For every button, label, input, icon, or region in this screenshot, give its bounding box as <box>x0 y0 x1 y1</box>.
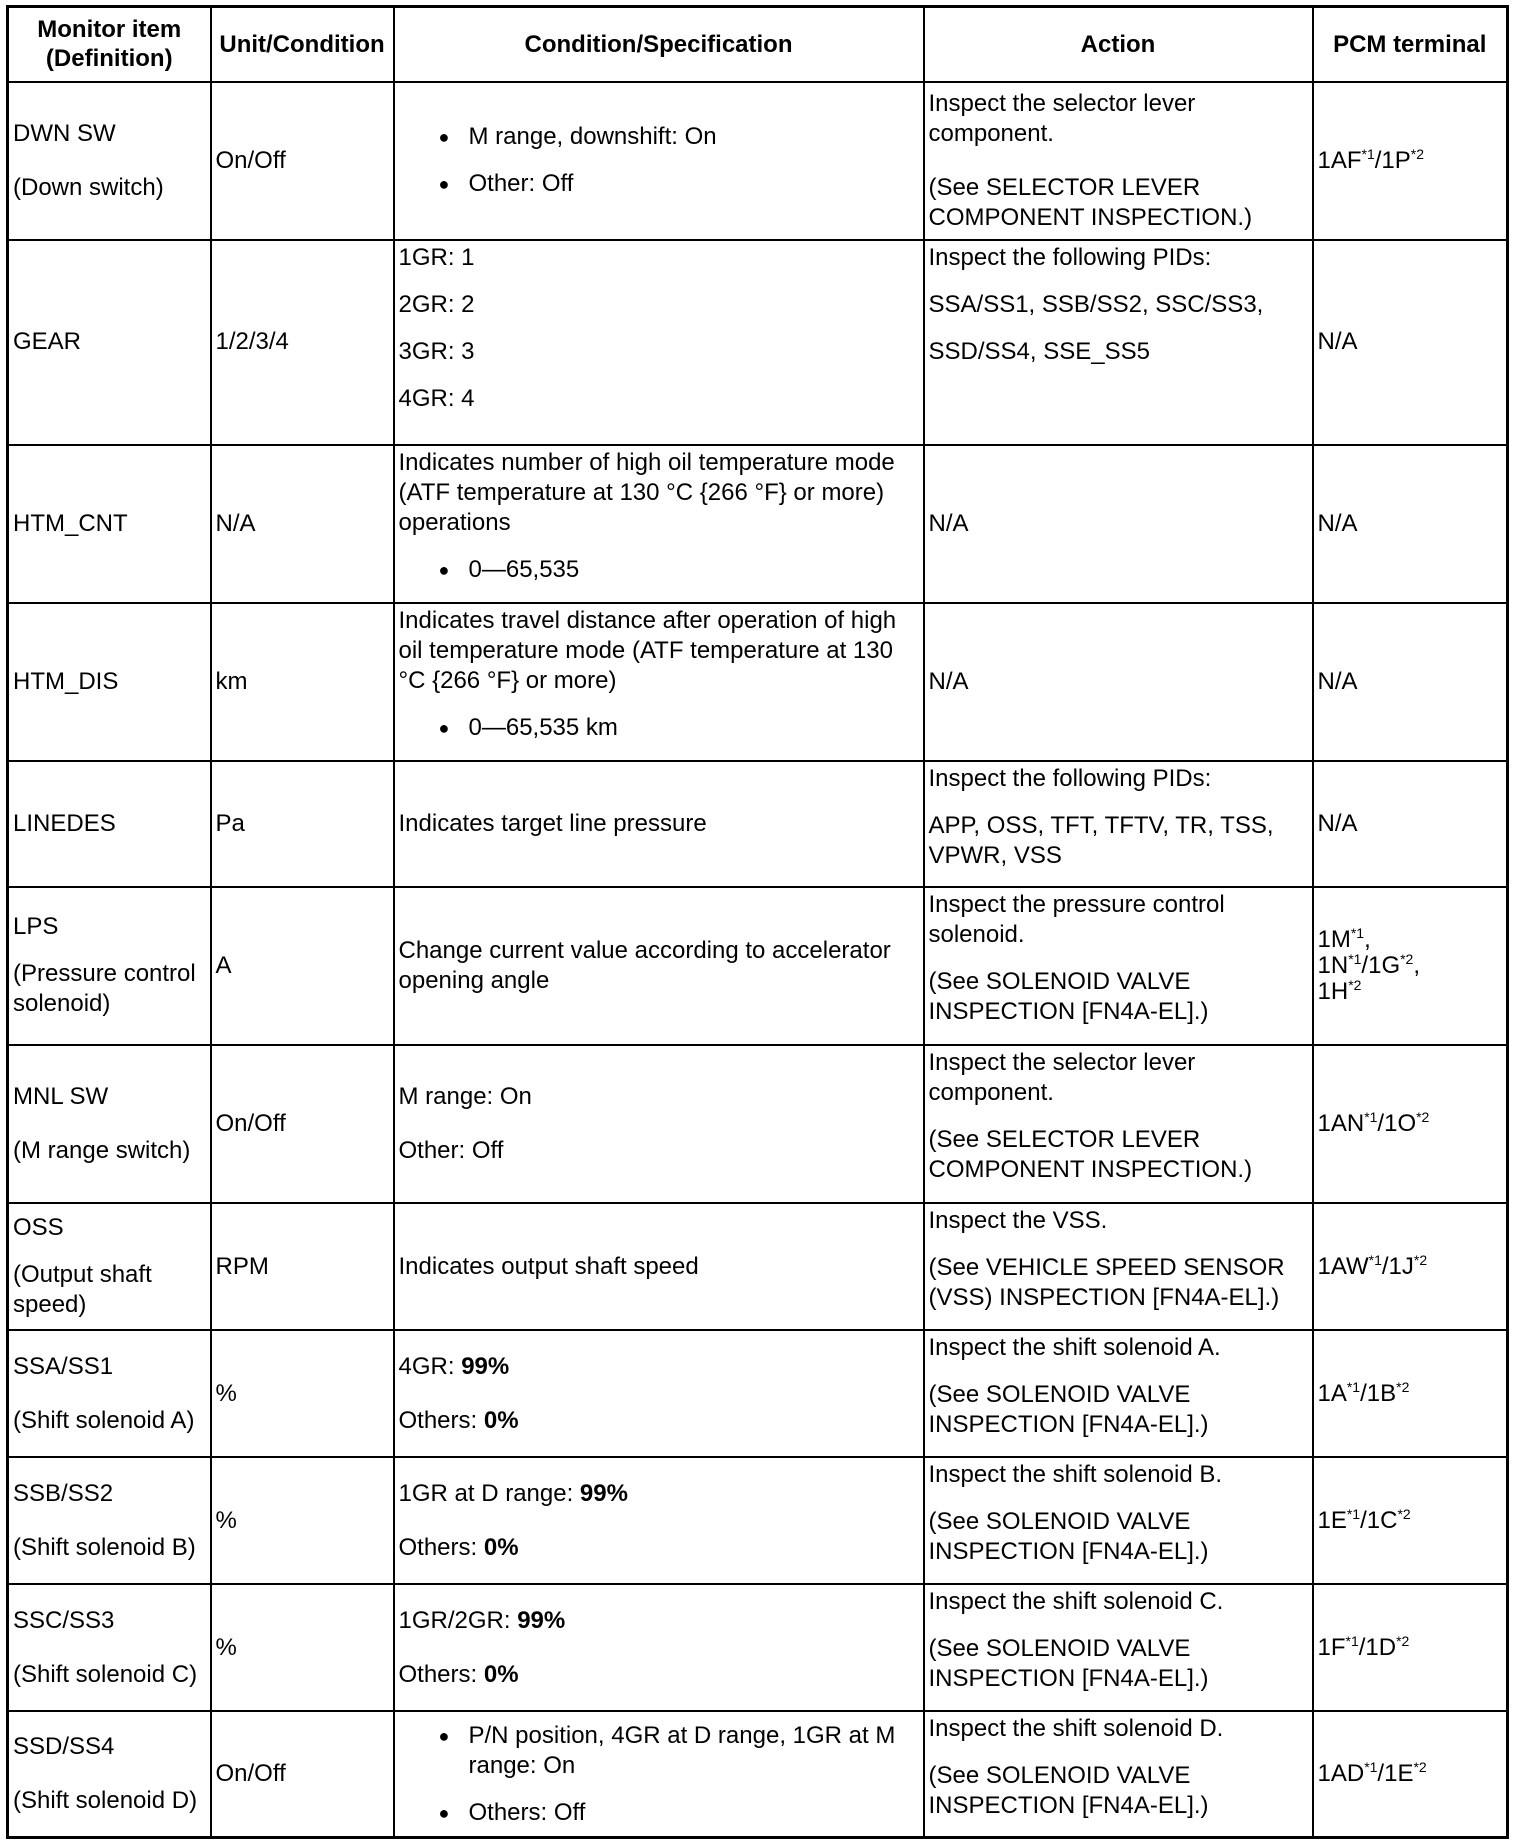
table-row <box>8 887 1508 1045</box>
monitor-item-definition: (Shift solenoid C) <box>13 1660 198 1688</box>
condition-value: 0% <box>483 1406 519 1434</box>
pcm-terminal-text: /1P <box>1374 146 1411 174</box>
unit-cell: 1/2/3/4 <box>211 240 394 445</box>
condition-text: 1GR: 1 <box>398 243 475 271</box>
table-row <box>8 240 1508 445</box>
action-cell: N/A <box>924 603 1313 761</box>
monitor-item-name: DWN SW <box>13 119 116 147</box>
header-action: Action <box>924 7 1313 82</box>
header-pcm-terminal: PCM terminal <box>1313 7 1508 82</box>
pcm-footnote-mark: *1 <box>1361 145 1375 162</box>
action-text: APP, OSS, TFT, TFTV, TR, TSS, VPWR, VSS <box>928 811 1274 869</box>
pcm-terminal-cell: N/A <box>1313 761 1508 887</box>
pcm-terminal-cell <box>1313 82 1508 240</box>
action-text: Inspect the selector lever component. <box>928 89 1196 147</box>
table-row <box>8 1457 1508 1584</box>
monitor-item-definition: (Shift solenoid B) <box>13 1533 196 1561</box>
pcm-footnote-mark: *2 <box>1396 1378 1410 1395</box>
unit-cell: On/Off <box>211 1045 394 1203</box>
pcm-terminal-cell: N/A <box>1313 603 1508 761</box>
pcm-terminal-text: 1F <box>1317 1633 1346 1661</box>
pcm-terminal-cell <box>1313 1045 1508 1203</box>
pcm-footnote-mark: *2 <box>1413 1759 1427 1776</box>
condition-cell: Indicates output shaft speed <box>394 1203 924 1330</box>
monitor-item-definition: (Shift solenoid D) <box>13 1787 198 1815</box>
action-text: Inspect the shift solenoid D. <box>928 1715 1224 1743</box>
monitor-item-table <box>6 5 1509 1839</box>
monitor-item-definition: (M range switch) <box>13 1137 191 1165</box>
condition-cell <box>394 82 924 240</box>
monitor-item-cell <box>8 1203 211 1330</box>
unit-cell: On/Off <box>211 1711 394 1837</box>
table-row <box>8 1045 1508 1203</box>
condition-cell <box>394 1330 924 1457</box>
condition-label: Others: <box>398 1406 484 1434</box>
pcm-footnote-mark: *2 <box>1348 976 1362 993</box>
monitor-item-name: SSA/SS1 <box>13 1352 114 1380</box>
action-cell: N/A <box>924 445 1313 603</box>
condition-label: Others: <box>398 1533 484 1561</box>
condition-label: 1GR at D range: <box>398 1479 580 1507</box>
unit-cell: % <box>211 1330 394 1457</box>
pcm-terminal-cell <box>1313 1711 1508 1837</box>
action-cell <box>924 82 1313 240</box>
condition-label: 4GR: <box>398 1352 462 1380</box>
condition-cell: Change current value according to accelerator opening angle <box>394 887 924 1045</box>
pcm-terminal-cell: N/A <box>1313 240 1508 445</box>
action-cell <box>924 1203 1313 1330</box>
unit-cell: A <box>211 887 394 1045</box>
monitor-item-definition: (Shift solenoid A) <box>13 1406 195 1434</box>
monitor-item-definition: (Pressure control solenoid) <box>13 960 196 1018</box>
pcm-footnote-mark: *1 <box>1368 1251 1382 1268</box>
condition-text: 4GR: 4 <box>398 384 475 412</box>
action-cell <box>924 1457 1313 1584</box>
action-reference: (See SOLENOID VALVE INSPECTION [FN4A-EL].) <box>928 967 1209 1025</box>
condition-cell <box>394 603 924 761</box>
action-cell <box>924 1584 1313 1711</box>
condition-cell <box>394 1457 924 1584</box>
condition-label: 1GR/2GR: <box>398 1606 518 1634</box>
unit-cell: km <box>211 603 394 761</box>
monitor-item-cell: LINEDES <box>8 761 211 887</box>
action-cell <box>924 1711 1313 1837</box>
action-text: SSA/SS1, SSB/SS2, SSC/SS3, <box>928 290 1264 318</box>
action-cell <box>924 887 1313 1045</box>
condition-bullet: ● Others: Off <box>439 1798 919 1828</box>
condition-text: Indicates travel distance after operation of high oil temperature mode (ATF temperature at 130 °C {266 °F} or more) <box>398 606 897 694</box>
unit-cell: % <box>211 1457 394 1584</box>
table-row <box>8 82 1508 240</box>
header-monitor-item <box>8 7 211 82</box>
pcm-footnote-mark: *1 <box>1346 1378 1361 1395</box>
condition-cell <box>394 1045 924 1203</box>
pcm-terminal-text: /1B <box>1360 1379 1397 1407</box>
pcm-footnote-mark: *2 <box>1400 950 1414 967</box>
monitor-item-cell <box>8 1711 211 1837</box>
monitor-item-name: MNL SW <box>13 1083 109 1111</box>
pcm-terminal-text: 1N <box>1317 951 1349 979</box>
pcm-terminal-text: 1AW <box>1317 1252 1369 1280</box>
pcm-footnote-mark: *2 <box>1396 1632 1410 1649</box>
monitor-item-definition: (Output shaft speed) <box>13 1261 152 1319</box>
action-text: Inspect the following PIDs: <box>928 243 1212 271</box>
condition-cell <box>394 1711 924 1837</box>
table-row <box>8 1330 1508 1457</box>
monitor-item-name: SSD/SS4 <box>13 1733 115 1761</box>
condition-text: M range: On <box>398 1083 532 1111</box>
pcm-terminal-text: , <box>1364 925 1371 953</box>
pcm-terminal-cell: N/A <box>1313 445 1508 603</box>
unit-cell: N/A <box>211 445 394 603</box>
monitor-item-cell: HTM_CNT <box>8 445 211 603</box>
condition-bullet: ● P/N position, 4GR at D range, 1GR at M range: On <box>439 1721 919 1781</box>
pcm-footnote-mark: *1 <box>1348 950 1362 967</box>
pcm-terminal-cell <box>1313 1457 1508 1584</box>
table-row <box>8 1584 1508 1711</box>
condition-text: Other: Off <box>398 1137 504 1165</box>
pcm-footnote-mark: *1 <box>1346 1505 1361 1522</box>
table-row <box>8 603 1508 761</box>
pcm-terminal-text: /1E <box>1377 1760 1414 1788</box>
pcm-terminal-cell <box>1313 1203 1508 1330</box>
pcm-terminal-text: , <box>1413 951 1421 979</box>
action-text: Inspect the shift solenoid A. <box>928 1334 1221 1362</box>
pcm-terminal-text: 1AD <box>1317 1760 1365 1788</box>
monitor-item-cell <box>8 887 211 1045</box>
monitor-item-cell <box>8 1330 211 1457</box>
condition-bullet: ● M range, downshift: On <box>439 122 919 152</box>
table-row <box>8 761 1508 887</box>
pcm-footnote-mark: *2 <box>1416 1109 1430 1126</box>
monitor-item-definition: (Down switch) <box>13 173 164 201</box>
monitor-item-cell <box>8 82 211 240</box>
monitor-item-cell: GEAR <box>8 240 211 445</box>
header-condition: Condition/Specification <box>394 7 924 82</box>
monitor-item-name: LPS <box>13 913 59 941</box>
pcm-terminal-text: /1C <box>1360 1506 1398 1534</box>
pcm-terminal-text: 1A <box>1317 1379 1347 1407</box>
condition-bullet: ● 0—65,535 <box>439 555 919 585</box>
unit-cell: On/Off <box>211 82 394 240</box>
condition-label: Others: <box>398 1660 484 1688</box>
action-text: Inspect the shift solenoid B. <box>928 1461 1223 1489</box>
action-text: Inspect the VSS. <box>928 1207 1108 1235</box>
action-reference: (See VEHICLE SPEED SENSOR (VSS) INSPECTION [FN4A-EL].) <box>928 1254 1285 1312</box>
condition-value: 99% <box>461 1352 510 1380</box>
header-monitor-item-sublabel: (Definition) <box>45 45 173 73</box>
condition-text: 3GR: 3 <box>398 337 475 365</box>
monitor-item-cell: HTM_DIS <box>8 603 211 761</box>
action-cell <box>924 1330 1313 1457</box>
table-row <box>8 445 1508 603</box>
table-row <box>8 1711 1508 1837</box>
action-text: Inspect the following PIDs: <box>928 764 1212 792</box>
condition-text: Indicates number of high oil temperature mode (ATF temperature at 130 °C {266 °F} or more) operations <box>398 448 895 536</box>
condition-value: 99% <box>517 1606 566 1634</box>
monitor-item-name: SSB/SS2 <box>13 1479 114 1507</box>
unit-cell: RPM <box>211 1203 394 1330</box>
action-text: SSD/SS4, SSE_SS5 <box>928 337 1150 365</box>
condition-cell: Indicates target line pressure <box>394 761 924 887</box>
condition-bullet: ● Other: Off <box>439 169 919 199</box>
header-monitor-item-label: Monitor item <box>37 16 182 44</box>
pcm-terminal-text: /1G <box>1361 951 1401 979</box>
monitor-item-table-page <box>6 5 1506 1839</box>
action-text: Inspect the pressure control solenoid. <box>928 890 1225 948</box>
pcm-footnote-mark: *2 <box>1410 145 1425 162</box>
condition-value: 0% <box>483 1660 519 1688</box>
action-reference: (See SOLENOID VALVE INSPECTION [FN4A-EL].) <box>928 1508 1209 1566</box>
action-cell <box>924 240 1313 445</box>
pcm-terminal-text: /1J <box>1381 1252 1414 1280</box>
pcm-terminal-text: 1AN <box>1317 1110 1365 1138</box>
condition-cell <box>394 1584 924 1711</box>
action-cell <box>924 761 1313 887</box>
pcm-footnote-mark: *2 <box>1397 1505 1411 1522</box>
action-reference: (See SOLENOID VALVE INSPECTION [FN4A-EL].) <box>928 1762 1209 1820</box>
header-unit: Unit/Condition <box>211 7 394 82</box>
pcm-terminal-text: /1O <box>1377 1110 1417 1138</box>
condition-value: 99% <box>579 1479 628 1507</box>
monitor-item-name: OSS <box>13 1214 64 1242</box>
pcm-terminal-cell <box>1313 1330 1508 1457</box>
pcm-footnote-mark: *1 <box>1350 924 1365 941</box>
pcm-footnote-mark: *1 <box>1345 1632 1359 1649</box>
pcm-terminal-text: 1H <box>1317 977 1349 1005</box>
condition-text: 2GR: 2 <box>398 290 475 318</box>
pcm-footnote-mark: *1 <box>1364 1109 1378 1126</box>
header-row <box>8 7 1508 82</box>
table-row <box>8 1203 1508 1330</box>
action-reference: (See SELECTOR LEVER COMPONENT INSPECTION.) <box>928 1125 1253 1183</box>
action-reference: (See SOLENOID VALVE INSPECTION [FN4A-EL].) <box>928 1381 1209 1439</box>
condition-cell <box>394 240 924 445</box>
action-text: Inspect the shift solenoid C. <box>928 1588 1224 1616</box>
monitor-item-name: SSC/SS3 <box>13 1606 115 1634</box>
pcm-terminal-text: /1D <box>1358 1633 1397 1661</box>
pcm-terminal-text: 1AF <box>1317 146 1362 174</box>
condition-value: 0% <box>483 1533 519 1561</box>
pcm-terminal-text: 1E <box>1317 1506 1347 1534</box>
pcm-footnote-mark: *1 <box>1364 1759 1378 1776</box>
condition-bullet: ● 0—65,535 km <box>439 713 919 743</box>
monitor-item-cell <box>8 1457 211 1584</box>
action-reference: (See SELECTOR LEVER COMPONENT INSPECTION.) <box>928 173 1253 231</box>
unit-cell: Pa <box>211 761 394 887</box>
action-cell <box>924 1045 1313 1203</box>
pcm-footnote-mark: *2 <box>1413 1251 1428 1268</box>
action-text: Inspect the selector lever component. <box>928 1048 1196 1106</box>
monitor-item-cell <box>8 1584 211 1711</box>
condition-cell <box>394 445 924 603</box>
pcm-terminal-cell <box>1313 1584 1508 1711</box>
unit-cell: % <box>211 1584 394 1711</box>
pcm-terminal-cell <box>1313 887 1508 1045</box>
monitor-item-cell <box>8 1045 211 1203</box>
action-reference: (See SOLENOID VALVE INSPECTION [FN4A-EL].) <box>928 1635 1209 1693</box>
pcm-terminal-text: 1M <box>1317 925 1351 953</box>
